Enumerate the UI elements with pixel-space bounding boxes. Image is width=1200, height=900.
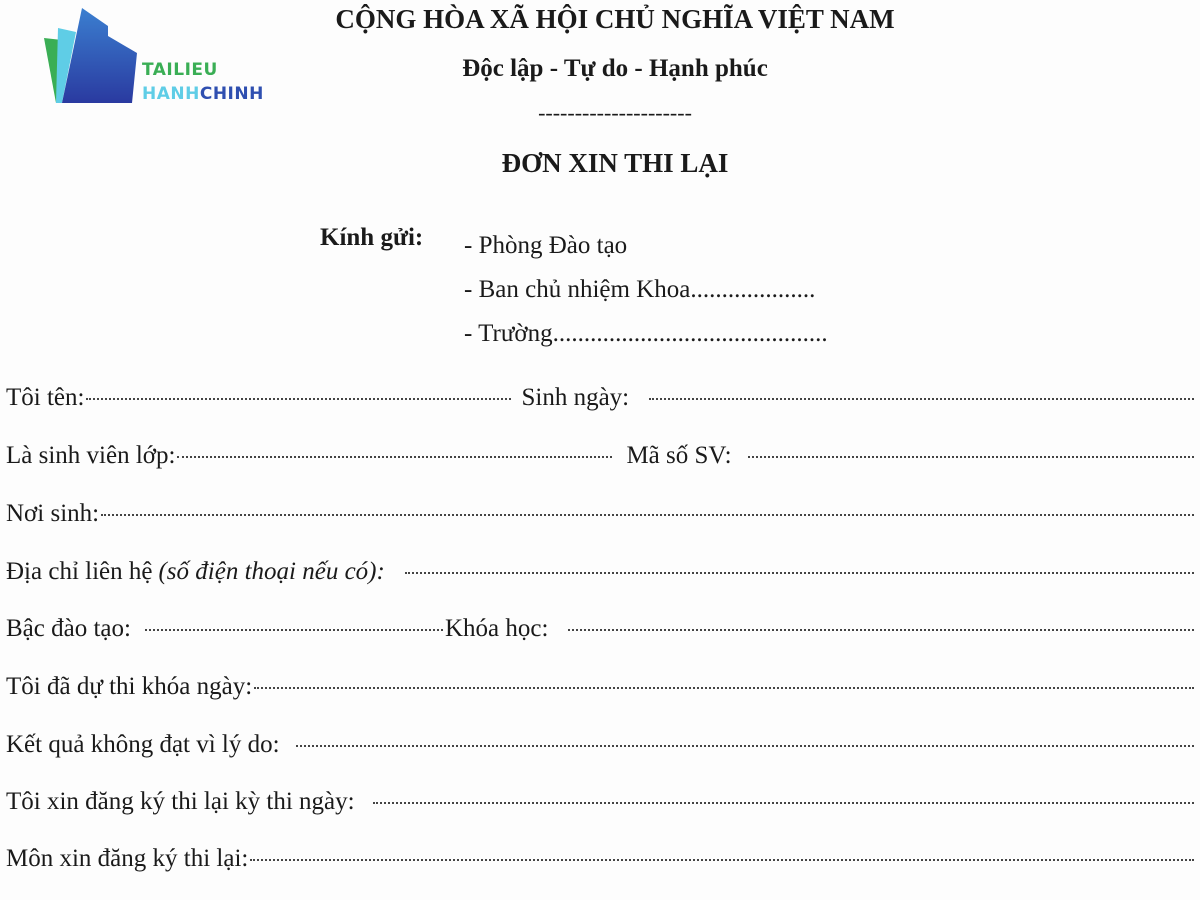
- name-field[interactable]: [86, 397, 511, 400]
- course-field[interactable]: [568, 628, 1194, 631]
- retake-date-label: Tôi xin đăng ký thi lại kỳ thi ngày:: [6, 788, 355, 815]
- level-field[interactable]: [145, 628, 443, 631]
- reason-label: Kết quả không đạt vì lý do:: [6, 731, 280, 758]
- document-title: ĐƠN XIN THI LẠI: [501, 148, 729, 178]
- recipient-item: - Trường............................................: [464, 320, 828, 347]
- exam-date-label: Tôi đã dự thi khóa ngày:: [6, 673, 253, 700]
- logo-text-hanh: HANH: [142, 84, 200, 104]
- retake-date-field[interactable]: [373, 801, 1194, 804]
- address-field[interactable]: [405, 571, 1194, 574]
- birthplace-label: Nơi sinh:: [6, 500, 100, 527]
- recipient-item: - Ban chủ nhiệm Khoa....................: [464, 276, 816, 303]
- address-note: (số điện thoại nếu có):: [158, 558, 385, 585]
- birthplace-field[interactable]: [101, 513, 1194, 516]
- logo-text-tailieu: TAILIEU: [142, 60, 218, 80]
- motto: Độc lập - Tự do - Hạnh phúc: [462, 55, 768, 82]
- row-address: [6, 558, 1196, 586]
- row-retake-date: [6, 788, 1196, 816]
- level-label: Bậc đào tạo:: [6, 615, 131, 642]
- row-subject: [6, 845, 1196, 873]
- class-label: Là sinh viên lớp:: [6, 442, 176, 469]
- recipient-list: [464, 224, 828, 356]
- divider: ---------------------: [538, 100, 692, 125]
- country-heading: CỘNG HÒA XÃ HỘI CHỦ NGHĨA VIỆT NAM: [335, 4, 895, 34]
- row-class-id: [6, 442, 1196, 470]
- dob-label: Sinh ngày:: [521, 384, 630, 411]
- row-reason: [6, 731, 1196, 759]
- course-label: Khóa học:: [444, 615, 549, 642]
- name-label: Tôi tên:: [6, 384, 85, 411]
- reason-field[interactable]: [296, 744, 1194, 747]
- exam-date-field[interactable]: [254, 686, 1194, 689]
- student-id-field[interactable]: [748, 455, 1194, 458]
- recipient-item: - Phòng Đào tạo: [464, 232, 628, 259]
- logo-text-chinh: CHINH: [199, 84, 264, 104]
- recipient-label: Kính gửi:: [320, 224, 424, 251]
- dob-field[interactable]: [649, 397, 1194, 400]
- row-exam-date: [6, 673, 1196, 701]
- class-field[interactable]: [177, 455, 612, 458]
- row-name-dob: [6, 384, 1196, 412]
- subject-field[interactable]: [250, 858, 1194, 861]
- subject-label: Môn xin đăng ký thi lại:: [6, 845, 249, 872]
- address-label: Địa chỉ liên hệ: [6, 558, 153, 585]
- row-level-course: [6, 615, 1196, 643]
- student-id-label: Mã số SV:: [626, 442, 732, 469]
- row-birthplace: [6, 500, 1196, 528]
